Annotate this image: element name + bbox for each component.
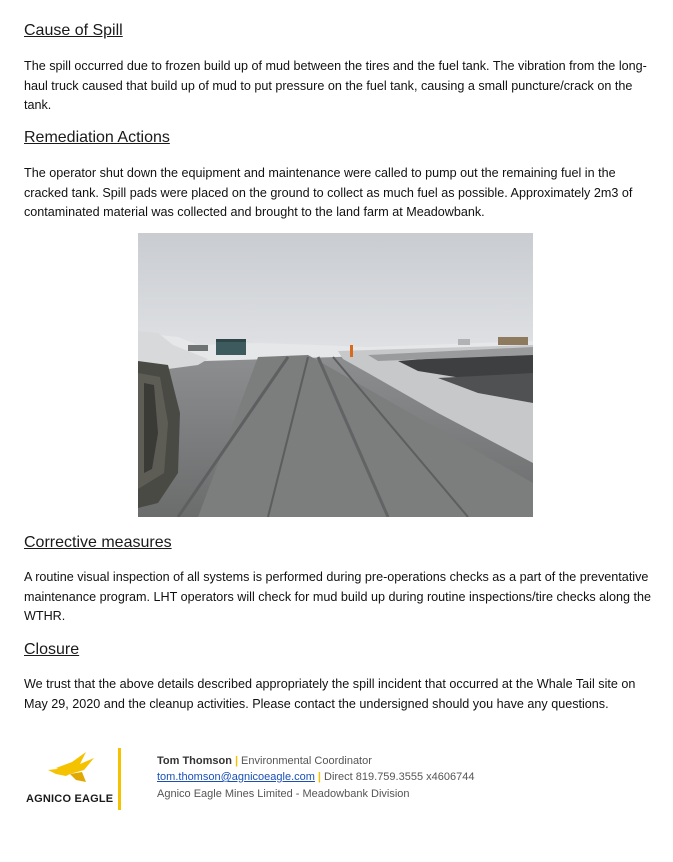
separator: | <box>317 771 321 783</box>
paragraph-cause-of-spill: The spill occurred due to frozen build up of mud between the tires and the fuel tank. The vibration from the long-haul truck caused that build up of mud to put pressure on the fuel tank, causing a small puncture/crack on the tank. <box>24 59 647 112</box>
signer-title: Environmental Coordinator <box>241 755 372 767</box>
heading-corrective-measures: Corrective measures <box>24 534 172 551</box>
eagle-icon <box>26 752 118 786</box>
signature-contact-line <box>157 771 474 783</box>
separator: | <box>234 755 239 767</box>
logo-wordmark: AGNICO EAGLE <box>26 793 114 805</box>
email-link[interactable]: tom.thomson@agnicoeagle.com <box>157 771 315 783</box>
phone-number: Direct 819.759.3555 x4606744 <box>324 771 475 783</box>
paragraph-corrective-measures: A routine visual inspection of all systems is performed during pre-operations checks as a part of the preventative maintenance program. LHT operators will check for mud build up during routine inspections/tire checks along the WTHR. <box>24 570 651 623</box>
heading-remediation-actions: Remediation Actions <box>24 129 170 146</box>
signature-name-line <box>157 755 372 767</box>
paragraph-closure: We trust that the above details described appropriately the spill incident that occurred at the Whale Tail site on May 29, 2020 and the cleanup activities. Please contact the undersigned should you have any questions. <box>24 677 636 711</box>
heading-closure: Closure <box>24 641 80 658</box>
spill-site-photo <box>138 233 533 517</box>
signer-name: Tom Thomson <box>157 755 232 767</box>
agnico-eagle-logo <box>26 752 118 812</box>
signature-company: Agnico Eagle Mines Limited - Meadowbank Division <box>157 788 410 800</box>
heading-cause-of-spill: Cause of Spill <box>24 22 123 39</box>
signature-divider <box>118 748 121 810</box>
paragraph-remediation-actions: The operator shut down the equipment and maintenance were called to pump out the remaining fuel in the cracked tank. Spill pads were placed on the ground to collect as much fuel as possible. Approximately 2m3 of contaminated material was collected and brought to the land farm at Meadowbank. <box>24 166 633 219</box>
